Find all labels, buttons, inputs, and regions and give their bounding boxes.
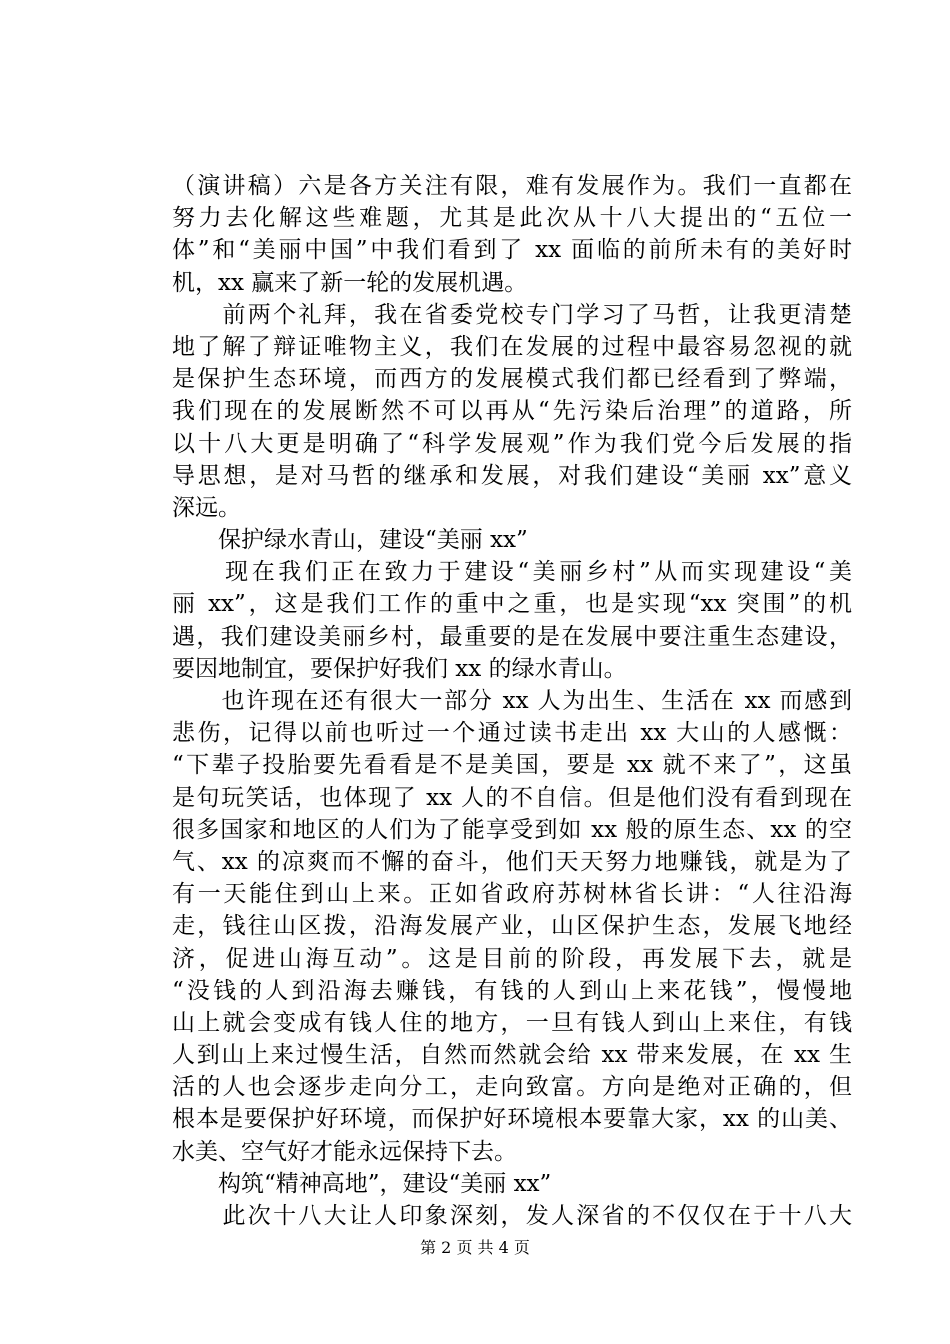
document-body <box>172 170 852 1232</box>
text-line: 是保护生态环境，而西方的发展模式我们都已经看到了弊端， <box>172 366 852 393</box>
text-line: 以十八大更是明确了“科学发展观”作为我们党今后发展的指 <box>172 430 852 457</box>
text-line: 构筑“精神高地”，建设“美丽 xx” <box>172 1170 552 1197</box>
text-line: 根本是要保护好环境，而保护好环境根本要靠大家，xx 的山美、 <box>172 1106 852 1133</box>
text-line: 活的人也会逐步走向分工，走向致富。方向是绝对正确的，但 <box>172 1074 852 1101</box>
page-footer: 第 2 页 共 4 页 <box>420 1238 530 1257</box>
text-line: 遇，我们建设美丽乡村，最重要的是在发展中要注重生态建设， <box>172 623 852 650</box>
text-line: 悲伤，记得以前也听过一个通过读书走出 xx 大山的人感慨： <box>172 720 852 747</box>
text-line: 有一天能住到山上来。正如省政府苏树林省长讲：“人往沿海 <box>172 881 852 908</box>
text-line: 努力去化解这些难题，尤其是此次从十八大提出的“五位一 <box>172 205 852 232</box>
text-line: 也许现在还有很大一部分 xx 人为出生、生活在 xx 而感到 <box>172 688 852 714</box>
text-line: 丽 xx”，这是我们工作的重中之重，也是实现“xx 突围”的机 <box>172 591 852 618</box>
text-line: 地了解了辩证唯物主义，我们在发展的过程中最容易忽视的就 <box>172 333 852 360</box>
text-line: “下辈子投胎要先看看是不是美国，要是 xx 就不来了”，这虽 <box>172 752 852 779</box>
text-line: 山上就会变成有钱人住的地方，一旦有钱人到山上来住，有钱 <box>172 1009 852 1036</box>
text-line: 水美、空气好才能永远保持下去。 <box>172 1138 517 1165</box>
text-line: 导思想，是对马哲的继承和发展，对我们建设“美丽 xx”意义 <box>172 462 852 489</box>
text-line: 保护绿水青山，建设“美丽 xx” <box>172 527 528 554</box>
text-line: 机，xx 赢来了新一轮的发展机遇。 <box>172 269 528 296</box>
text-line: 现在我们正在致力于建设“美丽乡村”从而实现建设“美 <box>172 559 852 586</box>
text-line: （演讲稿）六是各方关注有限，难有发展作为。我们一直都在 <box>172 173 852 199</box>
text-line: 要因地制宜，要保护好我们 xx 的绿水青山。 <box>172 655 627 682</box>
text-line: 人到山上来过慢生活，自然而然就会给 xx 带来发展，在 xx 生 <box>172 1042 852 1069</box>
text-line: 深远。 <box>172 494 241 521</box>
text-line: 气、xx 的凉爽而不懈的奋斗，他们天天努力地赚钱，就是为了 <box>172 848 852 875</box>
text-line: 我们现在的发展断然不可以再从“先污染后治理”的道路，所 <box>172 398 852 425</box>
text-line: “没钱的人到沿海去赚钱，有钱的人到山上来花钱”，慢慢地 <box>172 977 852 1004</box>
text-line: 前两个礼拜，我在省委党校专门学习了马哲，让我更清楚 <box>172 301 852 328</box>
text-line: 济，促进山海互动”。这是目前的阶段，再发展下去，就是 <box>172 945 852 972</box>
text-line: 走，钱往山区拨，沿海发展产业，山区保护生态，发展飞地经 <box>172 913 852 940</box>
text-line: 是句玩笑话，也体现了 xx 人的不自信。但是他们没有看到现在 <box>172 784 852 811</box>
text-line: 体”和“美丽中国”中我们看到了 xx 面临的前所未有的美好时 <box>172 237 852 264</box>
text-line: 很多国家和地区的人们为了能享受到如 xx 般的原生态、xx 的空 <box>172 816 852 843</box>
text-line: 此次十八大让人印象深刻，发人深省的不仅仅在于十八大 <box>172 1203 852 1229</box>
